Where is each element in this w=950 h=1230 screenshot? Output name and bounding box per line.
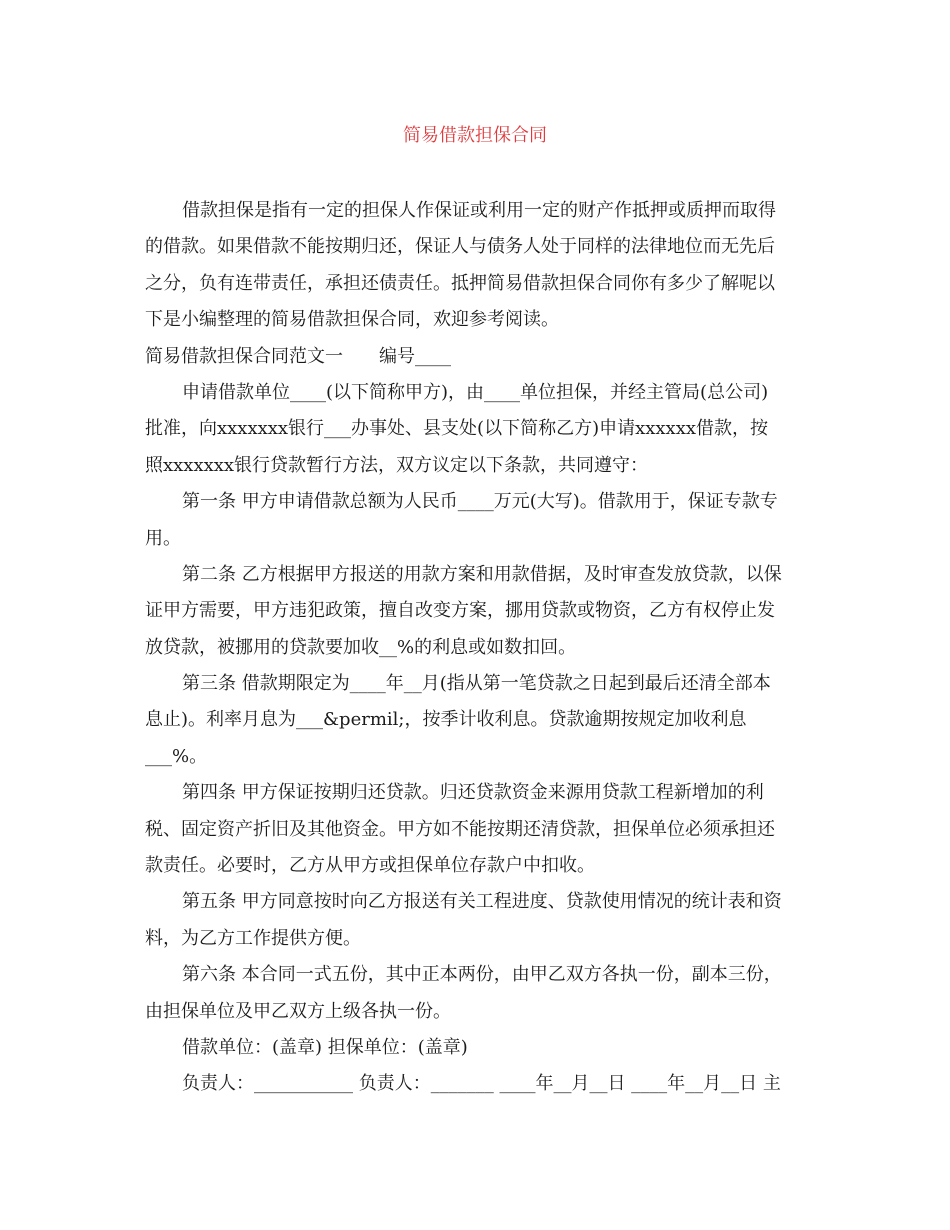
text-line: 放贷款，被挪用的贷款要加收__%的利息或如数扣回。: [145, 636, 577, 658]
document-body: [145, 193, 805, 1103]
text-line: 用。: [145, 527, 181, 549]
text-line: 由担保单位及甲乙双方上级各执一份。: [145, 1000, 451, 1022]
text-line: 息止)。利率月息为___&permil;，按季计收利息。贷款逾期按规定加收利息: [145, 709, 747, 731]
text-line: 下是小编整理的简易借款担保合同，欢迎参考阅读。: [145, 309, 559, 331]
text-line: 第一条 甲方申请借款总额为人民币____万元(大写)。借款用于，保证专款专: [182, 491, 778, 513]
text-line: 批准，向xxxxxxx银行___办事处、县支处(以下简称乙方)申请xxxxxx借款，按: [145, 418, 769, 440]
text-line: 款责任。必要时，乙方从甲方或担保单位存款户中扣收。: [145, 855, 595, 877]
text-line: 之分，负有连带责任，承担还债责任。抵押简易借款担保合同你有多少了解呢以: [145, 272, 775, 294]
text-line: ___%。: [145, 745, 208, 767]
text-line: 第二条 乙方根据甲方报送的用款方案和用款借据，及时审查发放贷款，以保: [182, 563, 782, 585]
document-title: 简易借款担保合同: [403, 125, 547, 146]
text-line: 简易借款担保合同范文一 编号____: [145, 345, 451, 367]
text-line: 申请借款单位____(以下简称甲方)，由____单位担保，并经主管局(总公司): [182, 381, 769, 403]
text-line: 借款担保是指有一定的担保人作保证或利用一定的财产作抵押或质押而取得: [182, 200, 776, 221]
text-line: 证甲方需要，甲方违犯政策，擅自改变方案，挪用贷款或物资，乙方有权停止发: [145, 600, 775, 622]
text-line: 负责人：___________ 负责人：_______ ____年__月__日 ____年__月__日 主: [182, 1073, 781, 1095]
text-line: 的借款。如果借款不能按期归还，保证人与债务人处于同样的法律地位而无先后: [145, 236, 775, 258]
text-line: 税、固定资产折旧及其他资金。甲方如不能按期还清贷款，担保单位必须承担还: [145, 818, 775, 840]
text-line: 料，为乙方工作提供方便。: [145, 927, 361, 949]
text-line: 第六条 本合同一式五份，其中正本两份，由甲乙双方各执一份，副本三份，: [182, 964, 782, 986]
text-line: 第三条 借款期限定为____年__月(指从第一笔贷款之日起到最后还清全部本: [182, 673, 771, 695]
text-line: 借款单位：(盖章) 担保单位：(盖章): [182, 1036, 468, 1058]
text-line: 照xxxxxxx银行贷款暂行方法，双方议定以下条款，共同遵守：: [145, 454, 649, 476]
text-line: 第四条 甲方保证按期归还贷款。归还贷款资金来源用贷款工程新增加的利: [182, 782, 764, 804]
text-line: 第五条 甲方同意按时向乙方报送有关工程进度、贷款使用情况的统计表和资: [182, 891, 782, 913]
